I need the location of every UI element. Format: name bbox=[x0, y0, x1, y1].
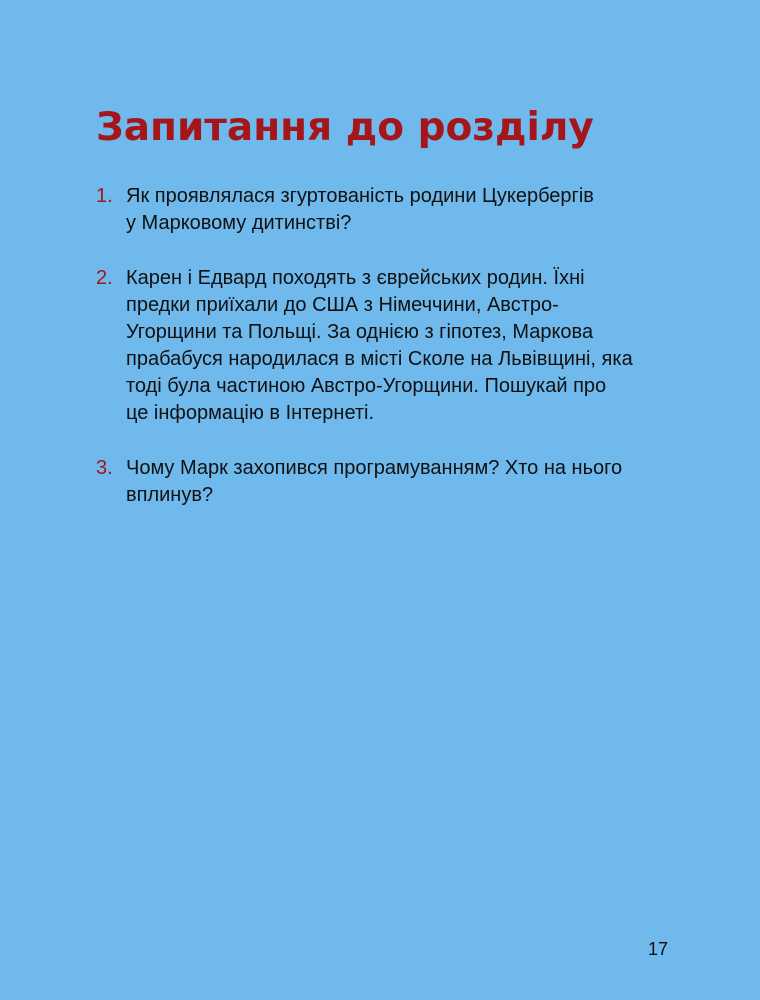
question-number: 1. bbox=[96, 185, 113, 207]
question-item bbox=[96, 265, 676, 427]
question-list bbox=[96, 183, 676, 537]
question-item bbox=[96, 183, 676, 237]
page-number: 17 bbox=[647, 939, 668, 959]
question-text: Як проявлялася згуртованість родини Цукербергів у Марковому дитинстві? bbox=[126, 185, 594, 234]
question-number: 3. bbox=[96, 457, 113, 479]
question-number: 2. bbox=[96, 267, 113, 289]
question-text: Карен і Едвард походять з єврейських родин. Їхні предки приїхали до США з Німеччини, Австро- Угорщини та Польщі. За однією з гіпотез, Маркова прабабуся народилася в місті Сколе на Львівщині, яка тоді була частиною Австро-Угорщини. Пошукай про це інформацію в Інтернеті. bbox=[126, 267, 633, 424]
question-item bbox=[96, 455, 676, 509]
section-title: Запитання до розділу bbox=[96, 105, 594, 150]
question-text: Чому Марк захопився програмуванням? Хто на нього вплинув? bbox=[126, 457, 623, 506]
